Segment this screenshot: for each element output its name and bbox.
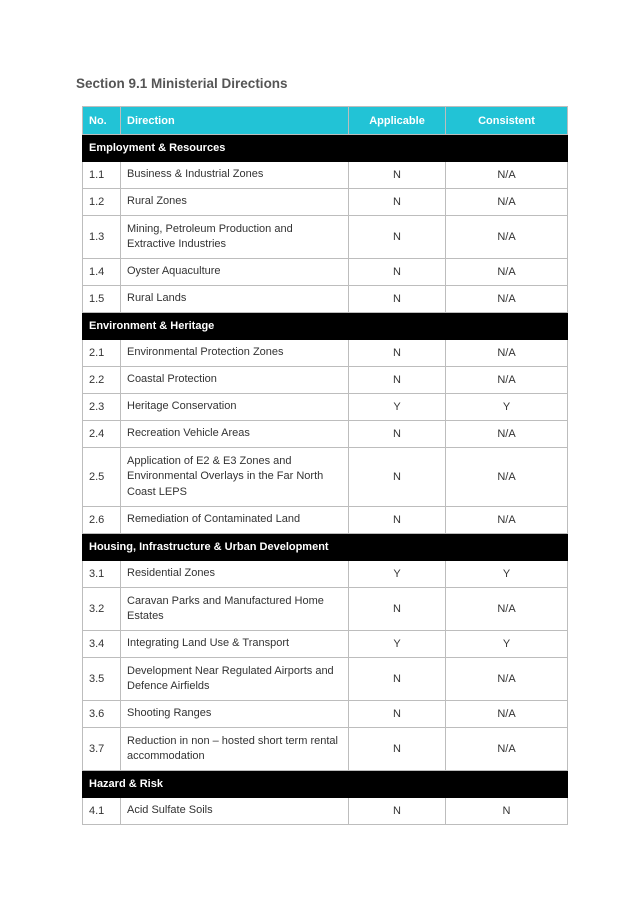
- table-row: [83, 421, 568, 448]
- cell-applicable: N: [349, 798, 446, 825]
- cell-applicable: N: [349, 286, 446, 313]
- cell-direction: Shooting Ranges: [121, 701, 349, 728]
- cell-direction: Application of E2 & E3 Zones and Environmental Overlays in the Far North Coast LEPS: [121, 448, 349, 507]
- table-row: [83, 286, 568, 313]
- table-row: [83, 658, 568, 701]
- cell-applicable: Y: [349, 561, 446, 588]
- cell-direction: Environmental Protection Zones: [121, 340, 349, 367]
- section-row-housing-infrastructure: [83, 534, 568, 561]
- cell-direction: Integrating Land Use & Transport: [121, 631, 349, 658]
- cell-direction: Remediation of Contaminated Land: [121, 507, 349, 534]
- cell-consistent: N: [446, 798, 568, 825]
- table-row: [83, 162, 568, 189]
- cell-applicable: N: [349, 701, 446, 728]
- table-row: [83, 728, 568, 771]
- header-applicable: Applicable: [349, 107, 446, 135]
- table-row: [83, 701, 568, 728]
- page-title: Section 9.1 Ministerial Directions: [76, 76, 288, 91]
- cell-consistent: N/A: [446, 286, 568, 313]
- ministerial-directions-table: [82, 106, 568, 825]
- cell-no: 2.6: [83, 507, 121, 534]
- table-row: [83, 561, 568, 588]
- cell-no: 1.3: [83, 216, 121, 259]
- cell-no: 3.6: [83, 701, 121, 728]
- section-title: Environment & Heritage: [83, 313, 568, 340]
- section-title: Housing, Infrastructure & Urban Development: [83, 534, 568, 561]
- cell-applicable: N: [349, 588, 446, 631]
- cell-consistent: N/A: [446, 367, 568, 394]
- table-row: [83, 189, 568, 216]
- table-row: [83, 631, 568, 658]
- cell-direction: Business & Industrial Zones: [121, 162, 349, 189]
- cell-applicable: N: [349, 421, 446, 448]
- cell-applicable: N: [349, 216, 446, 259]
- cell-direction: Rural Lands: [121, 286, 349, 313]
- cell-consistent: N/A: [446, 421, 568, 448]
- cell-no: 3.1: [83, 561, 121, 588]
- section-row-environment-heritage: [83, 313, 568, 340]
- table-row: [83, 367, 568, 394]
- cell-applicable: Y: [349, 631, 446, 658]
- table-header-row: [83, 107, 568, 135]
- cell-applicable: N: [349, 507, 446, 534]
- cell-direction: Caravan Parks and Manufactured Home Estates: [121, 588, 349, 631]
- cell-direction: Recreation Vehicle Areas: [121, 421, 349, 448]
- cell-direction: Residential Zones: [121, 561, 349, 588]
- section-row-employment-resources: [83, 135, 568, 162]
- cell-direction: Development Near Regulated Airports and Defence Airfields: [121, 658, 349, 701]
- cell-consistent: N/A: [446, 701, 568, 728]
- cell-consistent: N/A: [446, 728, 568, 771]
- cell-consistent: N/A: [446, 216, 568, 259]
- cell-no: 3.2: [83, 588, 121, 631]
- cell-direction: Oyster Aquaculture: [121, 259, 349, 286]
- section-title: Hazard & Risk: [83, 771, 568, 798]
- cell-consistent: N/A: [446, 162, 568, 189]
- cell-no: 4.1: [83, 798, 121, 825]
- header-consistent: Consistent: [446, 107, 568, 135]
- cell-no: 1.5: [83, 286, 121, 313]
- cell-consistent: Y: [446, 561, 568, 588]
- cell-no: 2.4: [83, 421, 121, 448]
- table-row: [83, 394, 568, 421]
- table-row: [83, 507, 568, 534]
- cell-applicable: N: [349, 367, 446, 394]
- table-row: [83, 216, 568, 259]
- table-row: [83, 798, 568, 825]
- cell-direction: Heritage Conservation: [121, 394, 349, 421]
- cell-consistent: N/A: [446, 259, 568, 286]
- header-no: No.: [83, 107, 121, 135]
- cell-no: 2.1: [83, 340, 121, 367]
- cell-applicable: N: [349, 728, 446, 771]
- cell-applicable: N: [349, 340, 446, 367]
- cell-consistent: N/A: [446, 189, 568, 216]
- table-row: [83, 340, 568, 367]
- cell-no: 1.1: [83, 162, 121, 189]
- cell-consistent: Y: [446, 394, 568, 421]
- cell-no: 2.3: [83, 394, 121, 421]
- section-title: Employment & Resources: [83, 135, 568, 162]
- cell-no: 3.7: [83, 728, 121, 771]
- cell-consistent: N/A: [446, 588, 568, 631]
- cell-consistent: N/A: [446, 340, 568, 367]
- cell-consistent: Y: [446, 631, 568, 658]
- cell-no: 3.5: [83, 658, 121, 701]
- cell-applicable: N: [349, 189, 446, 216]
- cell-no: 3.4: [83, 631, 121, 658]
- section-row-hazard-risk: [83, 771, 568, 798]
- cell-applicable: N: [349, 162, 446, 189]
- cell-direction: Rural Zones: [121, 189, 349, 216]
- cell-no: 2.2: [83, 367, 121, 394]
- cell-consistent: N/A: [446, 658, 568, 701]
- cell-consistent: N/A: [446, 507, 568, 534]
- table-row: [83, 448, 568, 507]
- cell-direction: Reduction in non – hosted short term rental accommodation: [121, 728, 349, 771]
- table-row: [83, 588, 568, 631]
- cell-applicable: N: [349, 658, 446, 701]
- cell-applicable: N: [349, 448, 446, 507]
- cell-no: 1.2: [83, 189, 121, 216]
- cell-no: 2.5: [83, 448, 121, 507]
- cell-consistent: N/A: [446, 448, 568, 507]
- cell-direction: Coastal Protection: [121, 367, 349, 394]
- cell-no: 1.4: [83, 259, 121, 286]
- cell-direction: Mining, Petroleum Production and Extractive Industries: [121, 216, 349, 259]
- header-direction: Direction: [121, 107, 349, 135]
- cell-applicable: N: [349, 259, 446, 286]
- cell-direction: Acid Sulfate Soils: [121, 798, 349, 825]
- table-row: [83, 259, 568, 286]
- cell-applicable: Y: [349, 394, 446, 421]
